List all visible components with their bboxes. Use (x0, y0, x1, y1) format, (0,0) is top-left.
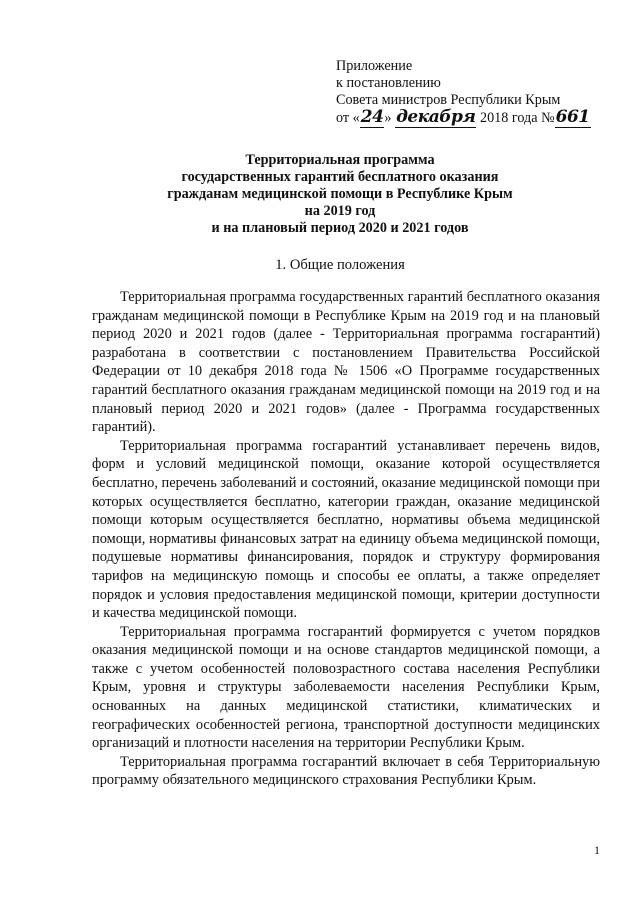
appendix-date-line (336, 109, 616, 127)
appendix-block (336, 58, 616, 127)
paragraph-4: Территориальная программа госгарантий включает в себя Территориальную программу обязательного медицинского страхования Республики Крым. (92, 753, 600, 789)
resolution-number-handwritten: 661 (555, 107, 590, 127)
section-heading: 1. Общие положения (275, 257, 405, 273)
appendix-line-1: Приложение (336, 58, 413, 74)
date-prefix: от « (336, 110, 360, 126)
document-body (92, 288, 600, 790)
appendix-line-3: Совета министров Республики Крым (336, 92, 561, 108)
page-number: 1 (594, 843, 600, 857)
date-day-handwritten: 24 (360, 107, 384, 127)
title-line-3: гражданам медицинской помощи в Республике Крым (167, 186, 513, 202)
document-title (80, 152, 600, 237)
paragraph-1: Территориальная программа государственных гарантий бесплатного оказания гражданам медицинской помощи в Республике Крым на 2019 год и на плановый период 2020 и 2021 годов (далее - Территориальная программа госгарантий) разработана в соответствии с постановлением Правительства Российской Федерации от 10 декабря 2018 года № 1506 «О Программе государственных гарантий бесплатного оказания гражданам медицинской помощи на 2019 год и на плановый период 2020 и 2021 годов» (далее - Программа государственных гарантий). (92, 289, 600, 436)
title-line-5: и на плановый период 2020 и 2021 годов (211, 220, 469, 236)
appendix-line-2: к постановлению (336, 75, 441, 91)
date-mid: » (384, 110, 396, 126)
date-month-handwritten: декабря (396, 107, 476, 127)
title-line-4: на 2019 год (304, 203, 376, 219)
title-line-1: Территориальная программа (245, 152, 435, 168)
date-year: 2018 года № (476, 110, 555, 126)
paragraph-3: Территориальная программа госгарантий формируется с учетом порядков оказания медицинской помощи и на основе стандартов медицинской помощи, а также с учетом особенностей половозрастного состава населения Республики Крым, уровня и структуры заболеваемости населения Республики Крым, основанных на данных медицинской статистики, климатических и географических особенностей региона, транспортной доступности медицинских организаций и плотности населения на территории Республики Крым. (92, 623, 600, 752)
title-line-2: государственных гарантий бесплатного оказания (181, 169, 499, 185)
paragraph-2: Территориальная программа госгарантий устанавливает перечень видов, форм и условий медицинской помощи, оказание которой осуществляется бесплатно, перечень заболеваний и состояний, оказание медицинской помощи при которых осуществляется бесплатно, категории граждан, оказание медицинской помощи которым осуществляется бесплатно, нормативы объема медицинской помощи, нормативы финансовых затрат на единицу объема медицинской помощи, подушевые нормативы финансирования, порядок и структуру формирования тарифов на медицинскую помощь и способы ее оплаты, а также определяет порядок и условия предоставления медицинской помощи, критерии доступности и качества медицинской помощи. (92, 437, 600, 622)
